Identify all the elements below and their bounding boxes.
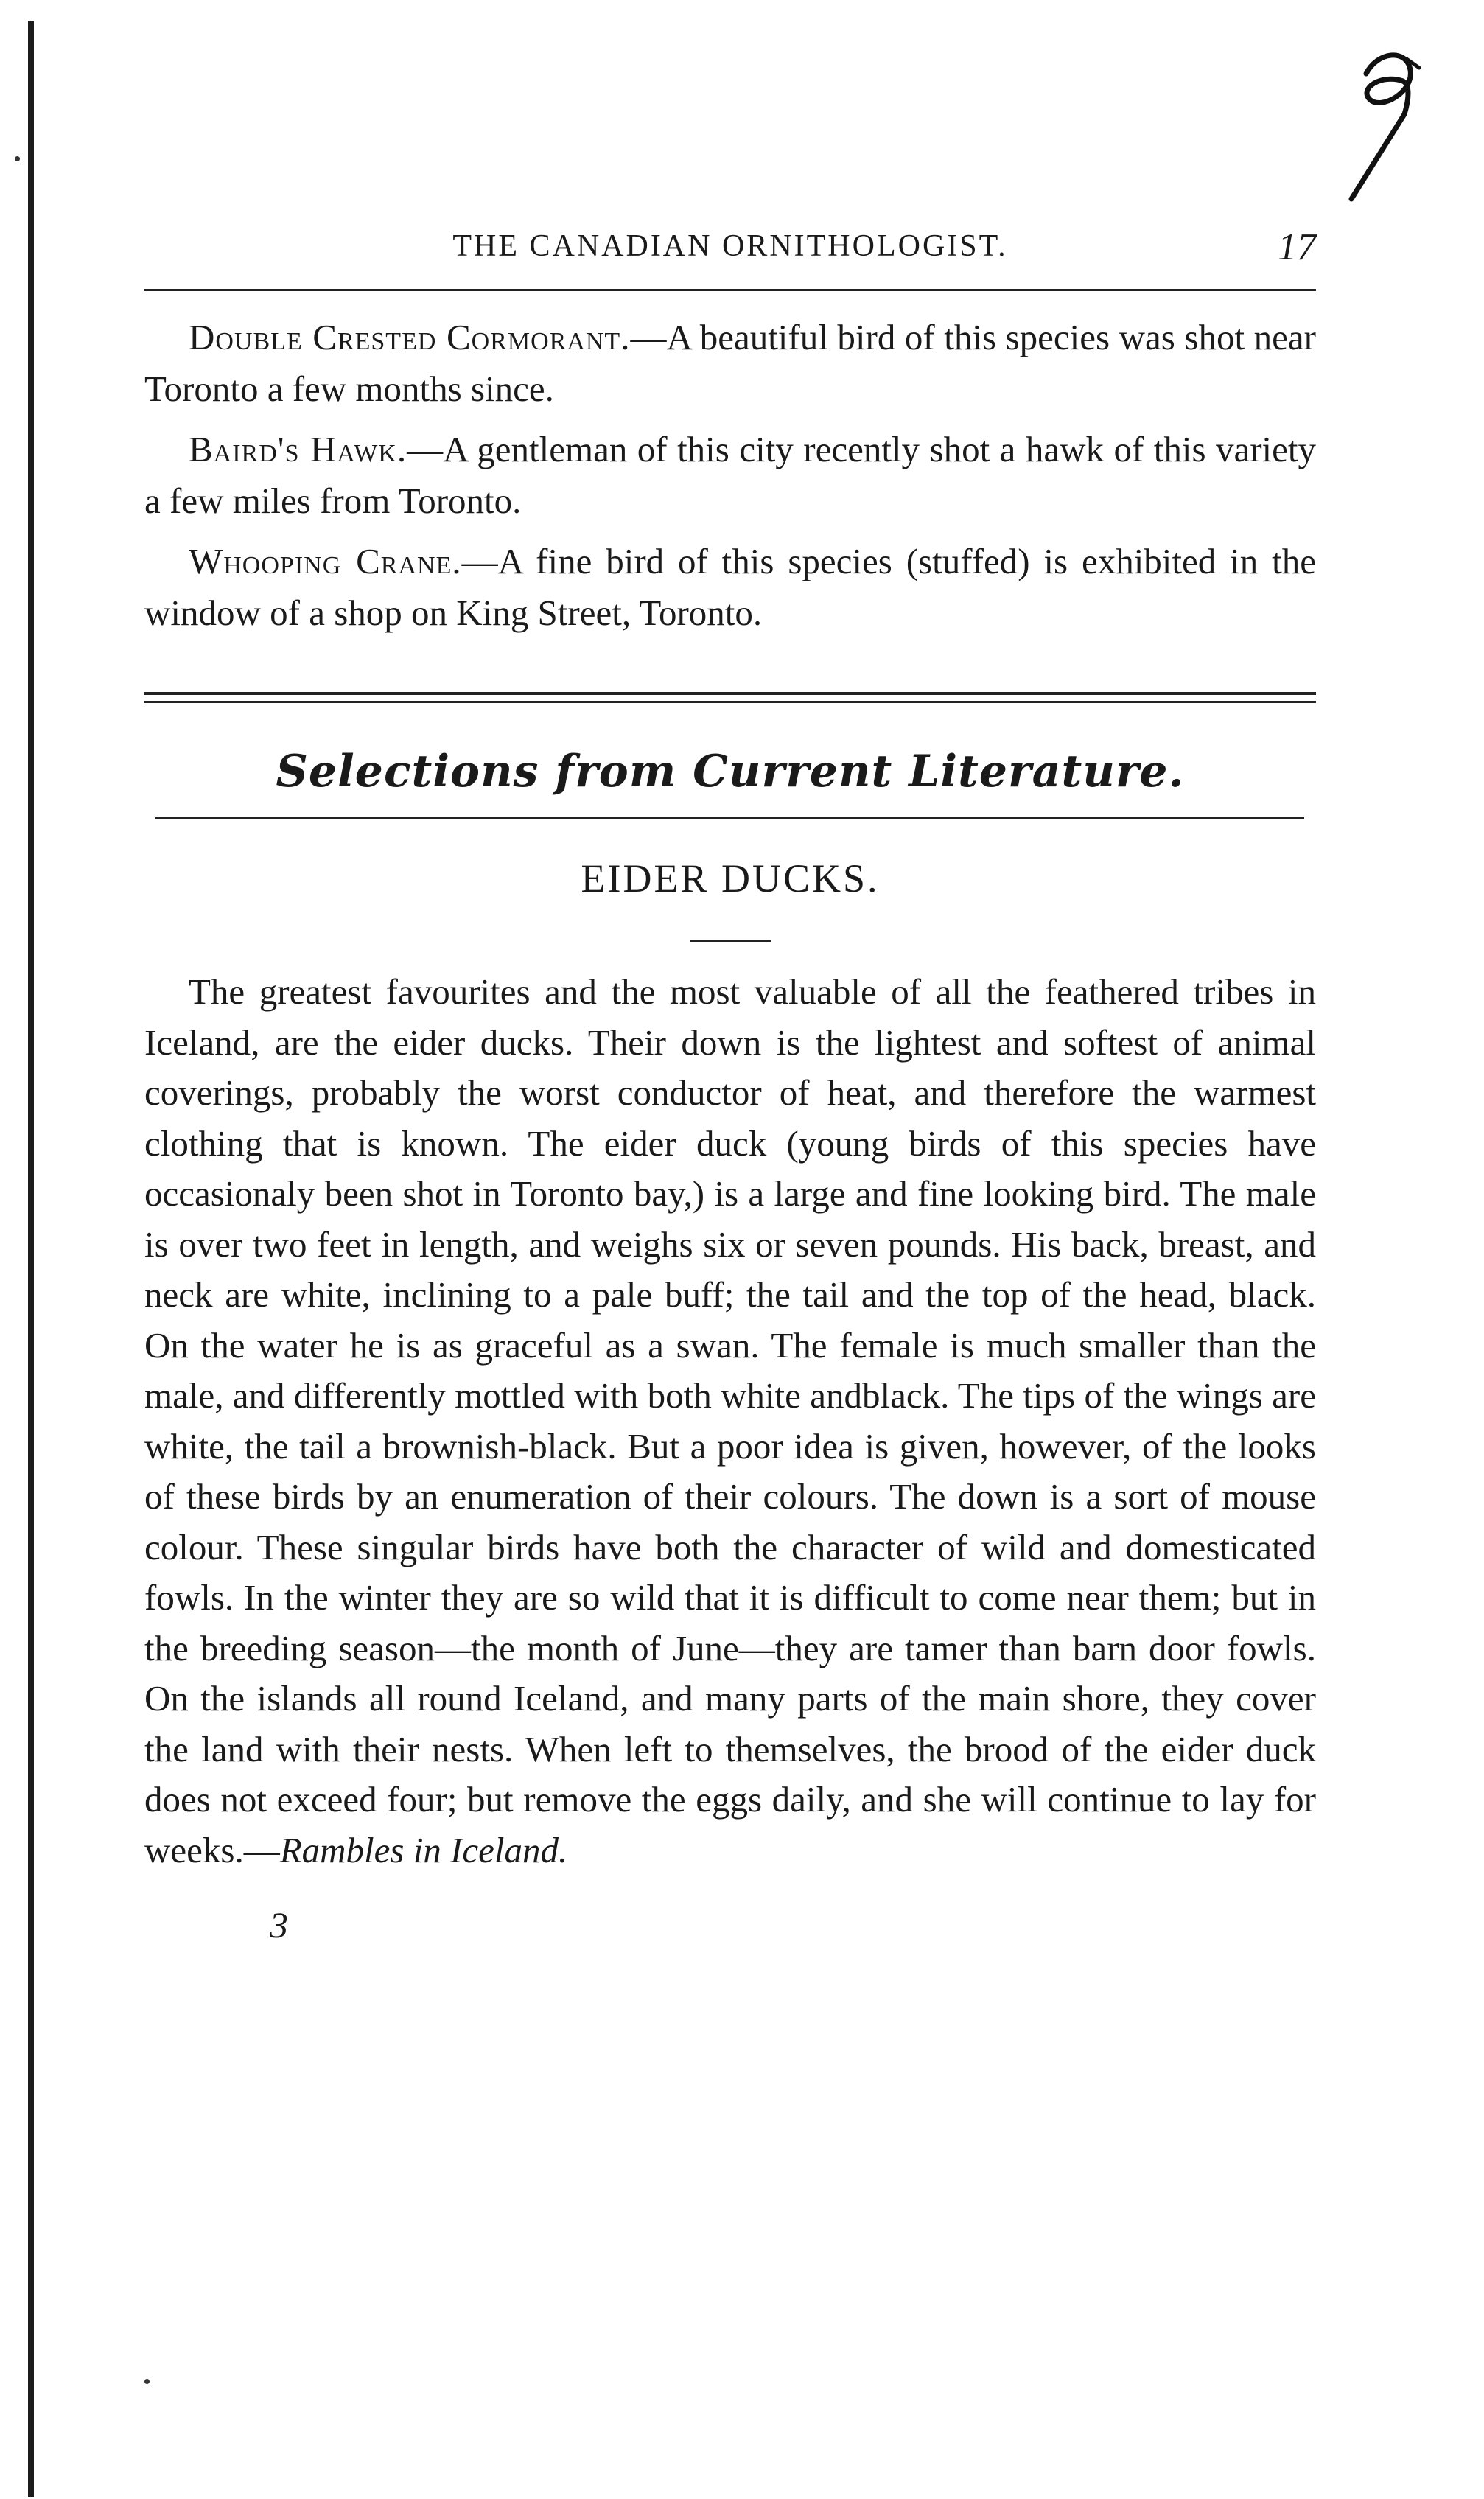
article-body [144, 967, 1316, 1876]
note-text: —A gentleman of this city recently shot a hawk of this variety a few miles from Toronto. [144, 429, 1317, 521]
note-text: —A fine bird of this species (stuffed) is exhibited in the window of a shop on King Street, Toronto. [144, 541, 1316, 633]
note-bairds-hawk [144, 424, 1316, 527]
margin-speck [144, 2379, 150, 2384]
title-rule [690, 940, 771, 942]
notes-section [144, 312, 1316, 639]
header-rule [144, 289, 1316, 291]
note-lead: Whooping Crane. [189, 541, 462, 581]
margin-speck [15, 156, 20, 161]
running-title: THE CANADIAN ORNITHOLOGIST. [452, 229, 1008, 263]
section-heading: Selections from Current Literature. [276, 746, 1185, 797]
note-whooping-crane [144, 536, 1316, 639]
article-source: Rambles in Iceland. [279, 1829, 568, 1870]
binding-edge [28, 21, 34, 2497]
running-head [144, 221, 1316, 280]
page-number: 17 [1278, 226, 1316, 268]
note-lead: Double Crested Cormorant. [189, 317, 631, 357]
signature-mark: 3 [270, 1904, 288, 1946]
article-title: EIDER DUCKS. [581, 856, 880, 901]
note-lead: Baird's Hawk. [189, 429, 407, 469]
note-cormorant [144, 312, 1316, 415]
article-text: The greatest favourites and the most valuable of all the feathered tribes in Iceland, are the eider ducks. Their down is the lightest and softest of animal coverings, probably the worst conductor of heat, and therefore the warmest clothing that is known. The eider duck (young birds of this species have occasionaly been shot in Toronto bay,) is a large and fine looking bird. The male is over two feet in length, and weighs six or seven pounds. His back, breast, and neck are white, inclining to a pale buff; the tail and the top of the head, black. On the water he is as graceful as a swan. The female is much smaller than the male, and differently mottled with both white andblack. The tips of the wings are white, the tail a brownish-black. But a poor idea is given, however, of the looks of these birds by an enumeration of their colours. The down is a sort of mouse colour. These singular birds have both the character of wild and domesticated fowls. In the winter they are so wild that it is difficult to come near them; but in the breeding season—the month of June—they are tamer than barn door fowls. On the islands all round Iceland, and many parts of the main shore, they cover the land with their nests. When left to themselves, the brood of the eider duck does not exceed four; but remove the eggs daily, and she will continue to lay for weeks.— [144, 971, 1316, 1870]
section-divider [144, 692, 1316, 703]
section-rule [155, 817, 1304, 819]
page-body [144, 221, 1316, 1946]
handwritten-folio-mark [1337, 29, 1432, 206]
note-text: —A beautiful bird of this species was shot near Toronto a few months since. [144, 317, 1316, 409]
